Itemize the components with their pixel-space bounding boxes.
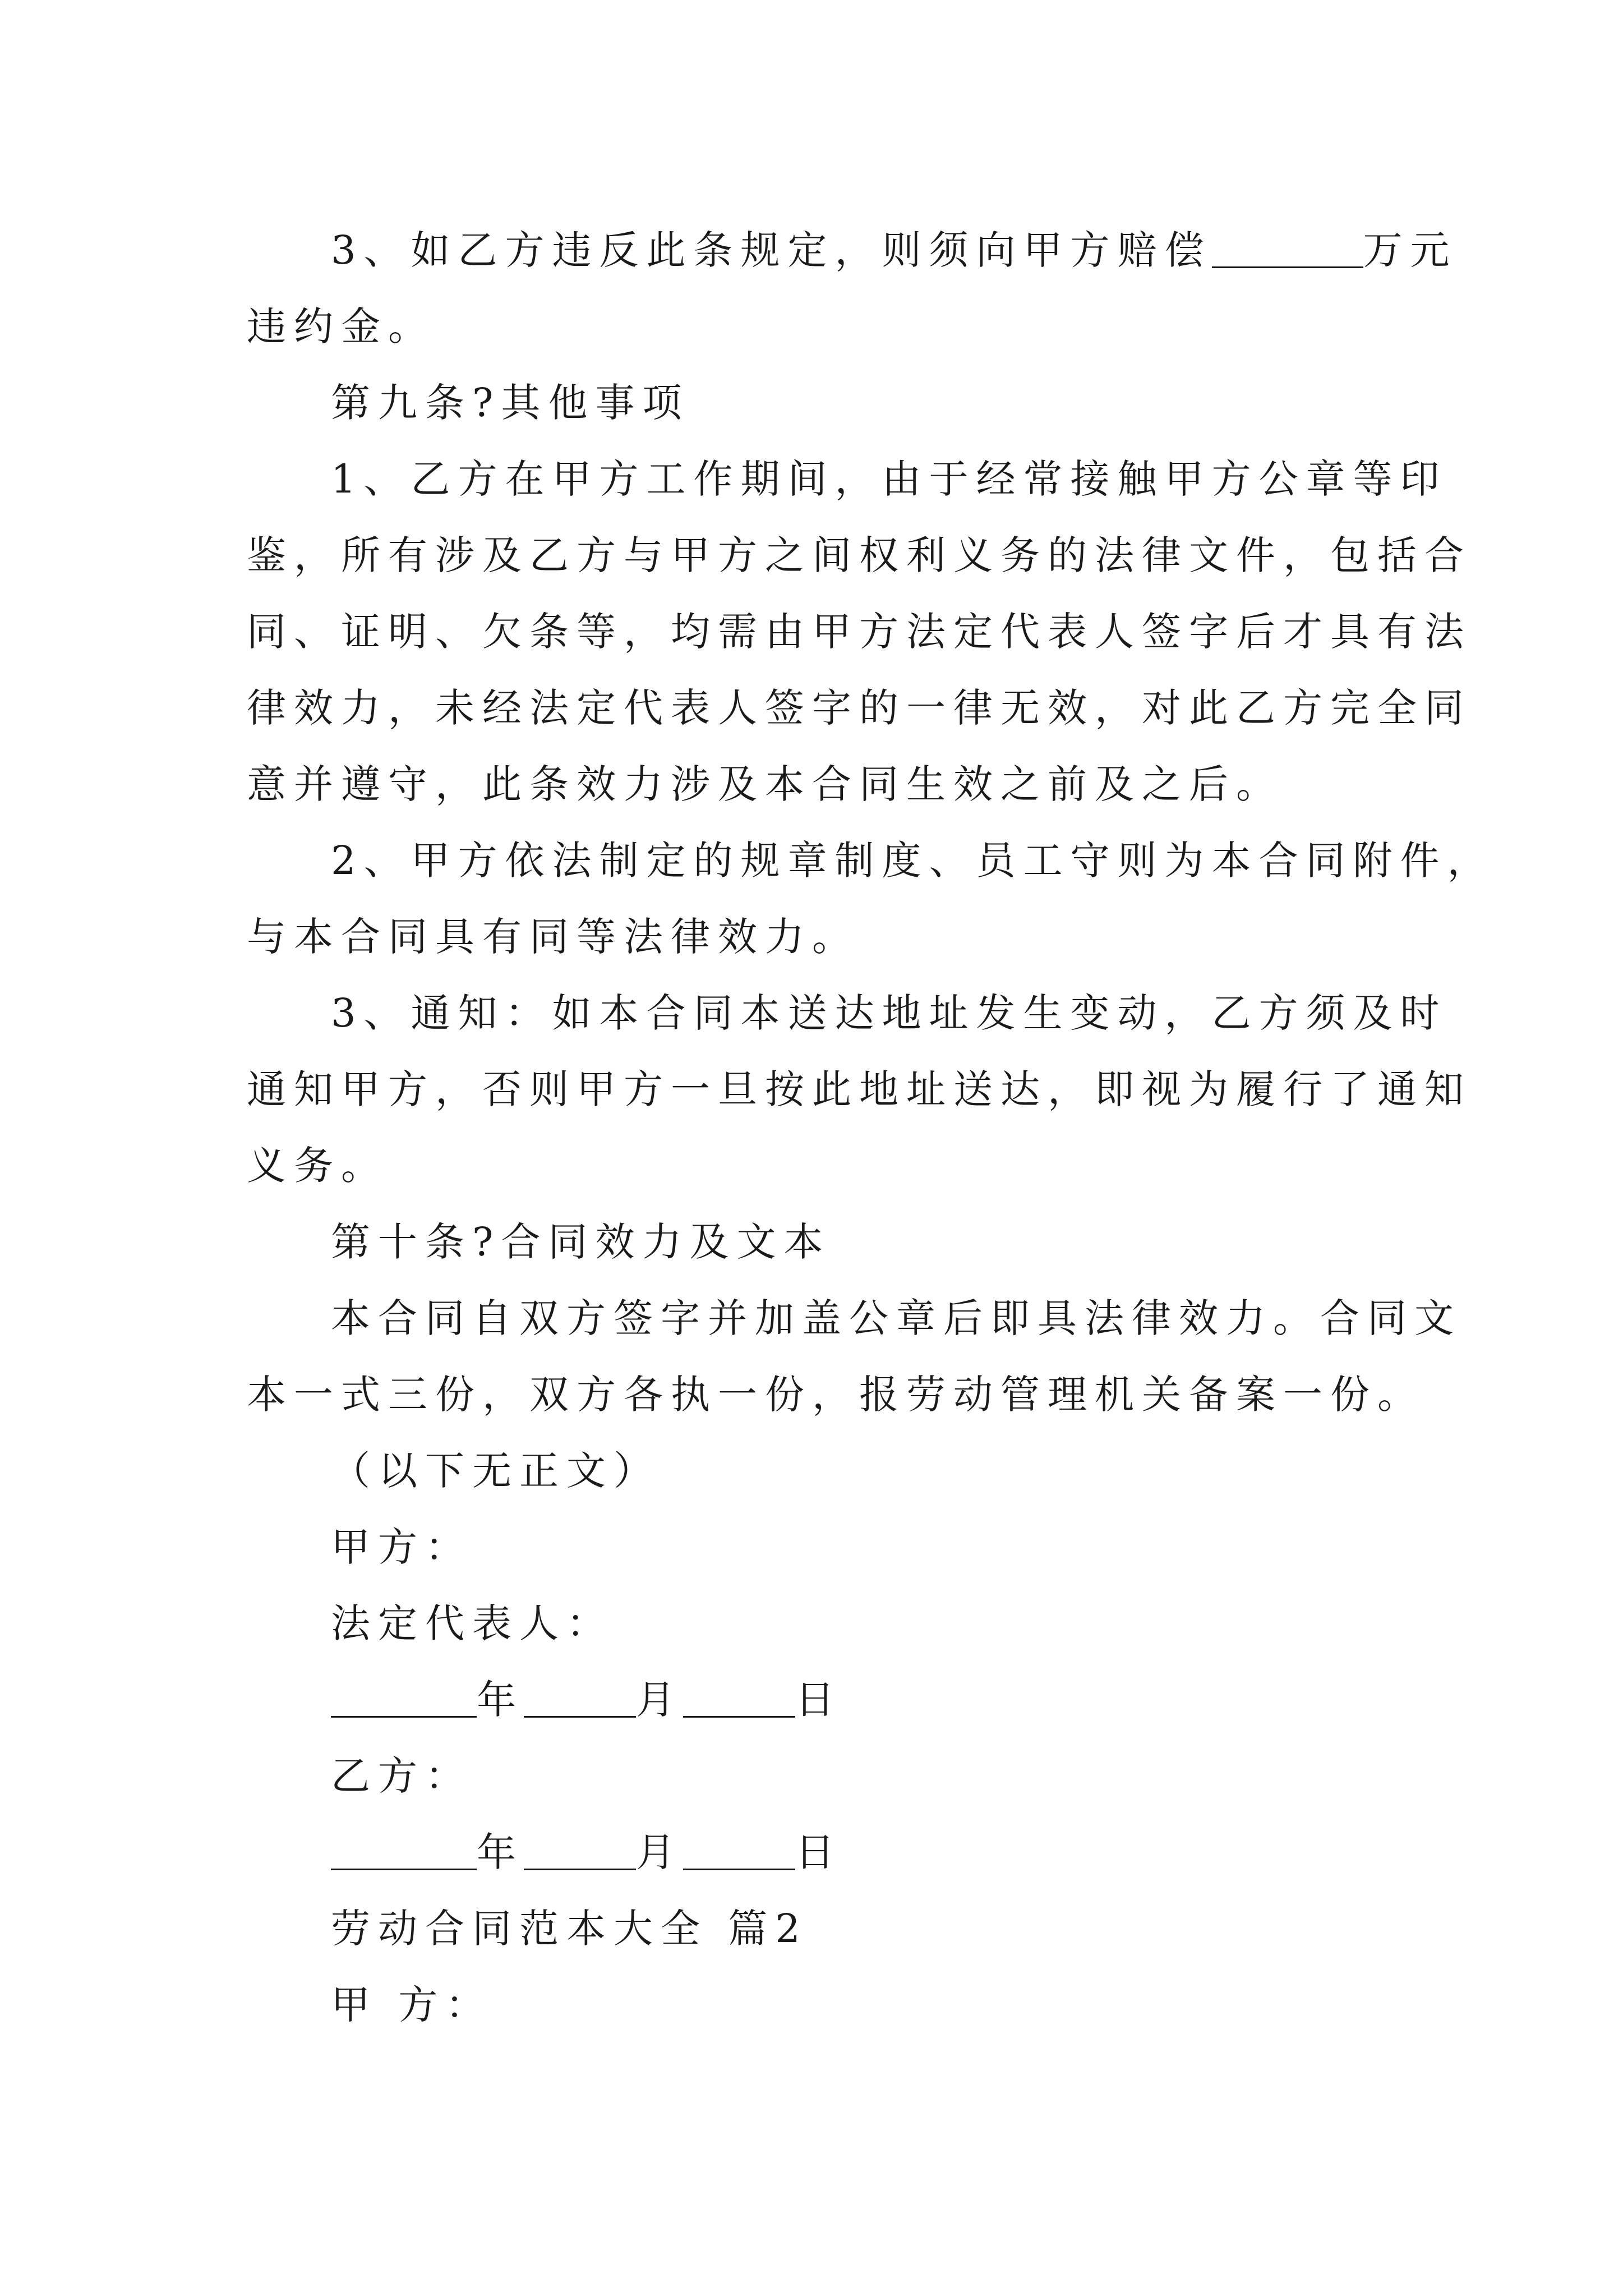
day-blank bbox=[683, 1677, 795, 1718]
paragraph-line: 通知甲方，否则甲方一旦按此地址送达，即视为履行了通知 bbox=[247, 1066, 1472, 1112]
section-heading: 第九条?其他事项 bbox=[331, 380, 690, 426]
paragraph-line: 同、证明、欠条等，均需由甲方法定代表人签字后才具有法 bbox=[247, 609, 1472, 655]
paragraph-line: 律效力，未经法定代表人签字的一律无效，对此乙方完全同 bbox=[247, 685, 1472, 731]
paragraph-line: 意并遵守，此条效力涉及本合同生效之前及之后。 bbox=[247, 761, 1283, 807]
end-of-text-note: （以下无正文） bbox=[331, 1448, 661, 1494]
paragraph-line: 2、甲方依法制定的规章制度、员工守则为本合同附件， bbox=[331, 838, 1495, 884]
month-blank bbox=[524, 1677, 636, 1718]
year-blank bbox=[331, 1677, 477, 1718]
clause-8-item-3-line-1 bbox=[247, 212, 1458, 288]
party-a-label: 甲 方： bbox=[331, 1982, 493, 2028]
section-heading: 第十条?合同效力及文本 bbox=[331, 1219, 831, 1265]
legal-representative-label: 法定代表人： bbox=[331, 1600, 614, 1646]
date-line-party-a bbox=[247, 1662, 1374, 1738]
paragraph-line: 违约金。 bbox=[247, 303, 435, 349]
party-a-label: 甲方： bbox=[331, 1524, 472, 1570]
amount-blank bbox=[1212, 227, 1363, 268]
paragraph-line: 1、乙方在甲方工作期间，由于经常接触甲方公章等印 bbox=[331, 456, 1447, 502]
year-blank bbox=[331, 1829, 477, 1870]
text-segment: 万元 bbox=[1363, 227, 1458, 273]
date-line-party-b bbox=[247, 1814, 1374, 1890]
paragraph-line: 3、通知：如本合同本送达地址发生变动，乙方须及时 bbox=[331, 990, 1447, 1036]
paragraph-line: 与本合同具有同等法律效力。 bbox=[247, 914, 859, 960]
party-b-label: 乙方： bbox=[331, 1753, 472, 1799]
day-label: 日 bbox=[795, 1829, 842, 1875]
paragraph-line: 义务。 bbox=[247, 1143, 388, 1189]
next-contract-title: 劳动合同范本大全 篇2 bbox=[331, 1906, 808, 1952]
year-label: 年 bbox=[477, 1829, 524, 1875]
paragraph-line: 本一式三份，双方各执一份，报劳动管理机关备案一份。 bbox=[247, 1372, 1424, 1418]
paragraph-line: 鉴，所有涉及乙方与甲方之间权利义务的法律文件，包括合 bbox=[247, 532, 1472, 578]
text-segment: 3、如乙方违反此条规定，则须向甲方赔偿 bbox=[331, 227, 1212, 273]
month-label: 月 bbox=[636, 1677, 683, 1723]
day-label: 日 bbox=[795, 1677, 842, 1723]
year-label: 年 bbox=[477, 1677, 524, 1723]
day-blank bbox=[683, 1829, 795, 1870]
month-label: 月 bbox=[636, 1829, 683, 1875]
document-body bbox=[247, 212, 1495, 2043]
paragraph-line: 本合同自双方签字并加盖公章后即具法律效力。合同文 bbox=[331, 1295, 1461, 1341]
month-blank bbox=[524, 1829, 636, 1870]
